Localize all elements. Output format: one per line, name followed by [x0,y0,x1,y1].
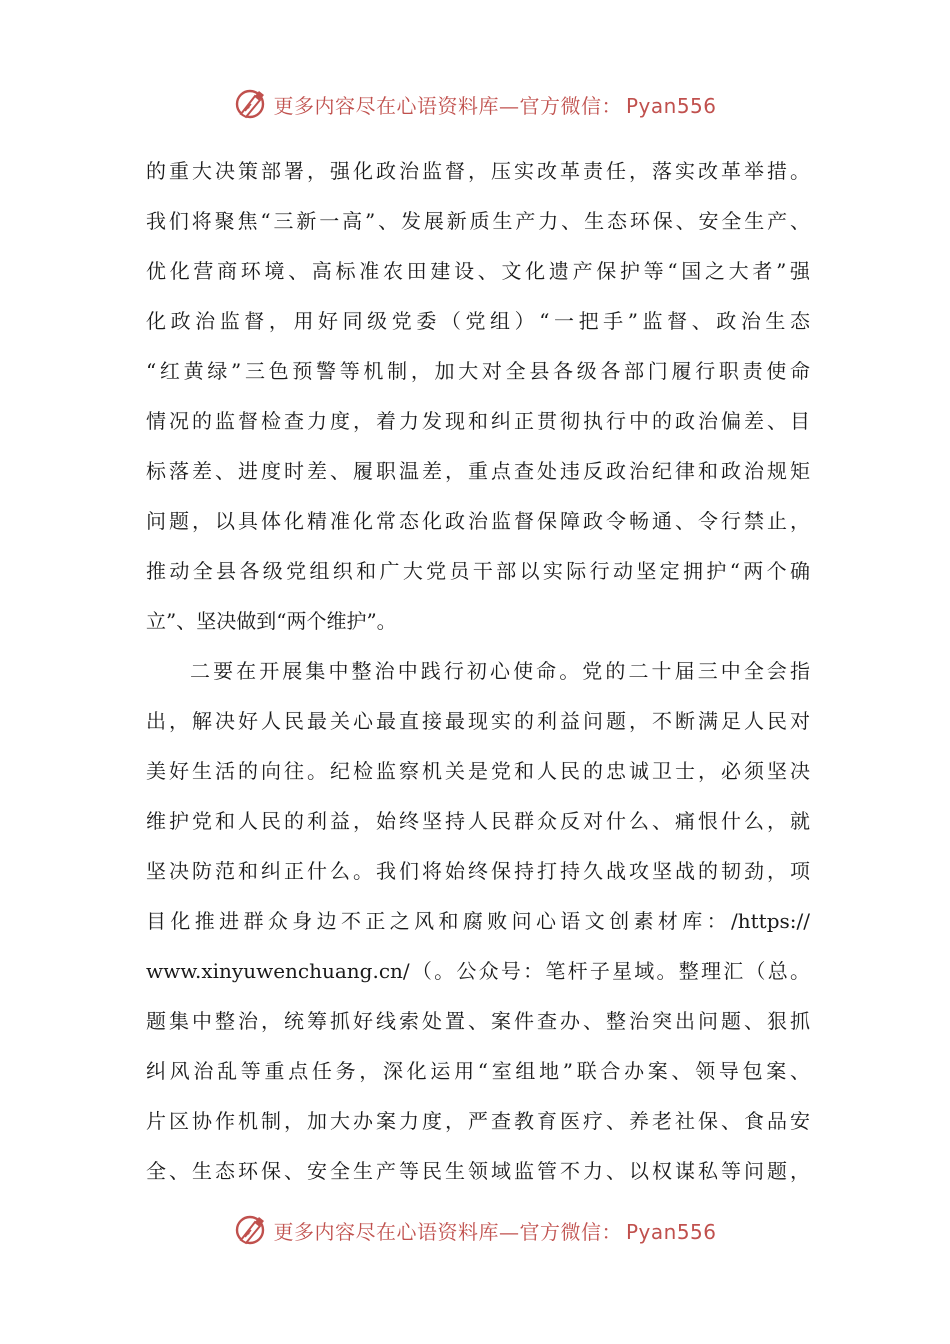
banner-wechat-label: 官方微信： [519,93,622,118]
text-line: 片区协作机制，加大办案力度，严查教育医疗、养老社保、食品安 [146,1109,810,1133]
text-line: 纠风治乱等重点任务，深化运用“室组地”联合办案、领导包案、 [146,1059,810,1083]
banner-brand-text: 更多内容尽在心语资料库 [273,1219,499,1244]
banner-separator: — [498,1219,520,1244]
banner-separator: — [498,93,520,118]
text-line: 我们将聚焦“三新一高”、发展新质生产力、生态环保、安全生产、 [146,209,810,233]
text-line: 问题，以具体化精准化常态化政治监督保障政令畅通、令行禁止， [146,509,810,533]
pen-nib-logo-icon [233,86,269,122]
text-line: 题集中整治，统筹抓好线索处置、案件查办、整治突出问题、狠抓 [146,1009,810,1033]
banner-wechat-id: Pyan556 [625,1219,717,1244]
text-line: 目化推进群众身边不正之风和腐败问心语文创素材库：/https:// [146,909,810,933]
text-line: 优化营商环境、高标准农田建设、文化遗产保护等“国之大者”强 [146,259,810,283]
text-line: 维护党和人民的利益，始终坚持人民群众反对什么、痛恨什么，就 [146,809,810,833]
text-line: 标落差、进度时差、履职温差，重点查处违反政治纪律和政治规矩 [146,459,810,483]
header-banner [0,82,950,126]
text-line: “红黄绿”三色预警等机制，加大对全县各级各部门履行职责使命 [146,359,810,383]
text-line: 化政治监督，用好同级党委（党组）“一把手”监督、政治生态 [146,309,810,333]
text-line: 立”、坚决做到“两个维护”。 [146,609,397,633]
text-line: 全、生态环保、安全生产等民生领域监管不力、以权谋私等问题， [146,1159,810,1183]
text-line: 美好生活的向往。纪检监察机关是党和人民的忠诚卫士，必须坚决 [146,759,810,783]
paragraph-start-line: 二要在开展集中整治中践行初心使命。党的二十届三中全会指 [190,659,810,683]
text-line: 坚决防范和纠正什么。我们将始终保持打持久战攻坚战的韧劲，项 [146,859,810,883]
text-line: 情况的监督检查力度，着力发现和纠正贯彻执行中的政治偏差、目 [146,409,810,433]
banner-wechat-id: Pyan556 [625,93,717,118]
banner-brand-text: 更多内容尽在心语资料库 [273,93,499,118]
text-line: www.xinyuwenchuang.cn/（。公众号：笔杆子星域。整理汇（总。 [146,959,810,983]
pen-nib-logo-icon [233,1212,269,1248]
text-line: 推动全县各级党组织和广大党员干部以实际行动坚定拥护“两个确 [146,559,810,583]
banner-wechat-label: 官方微信： [519,1219,622,1244]
text-line: 出，解决好人民最关心最直接最现实的利益问题，不断满足人民对 [146,709,810,733]
text-line: 的重大决策部署，强化政治监督，压实改革责任，落实改革举措。 [146,159,810,183]
document-body [146,146,810,1196]
footer-banner [0,1208,950,1252]
